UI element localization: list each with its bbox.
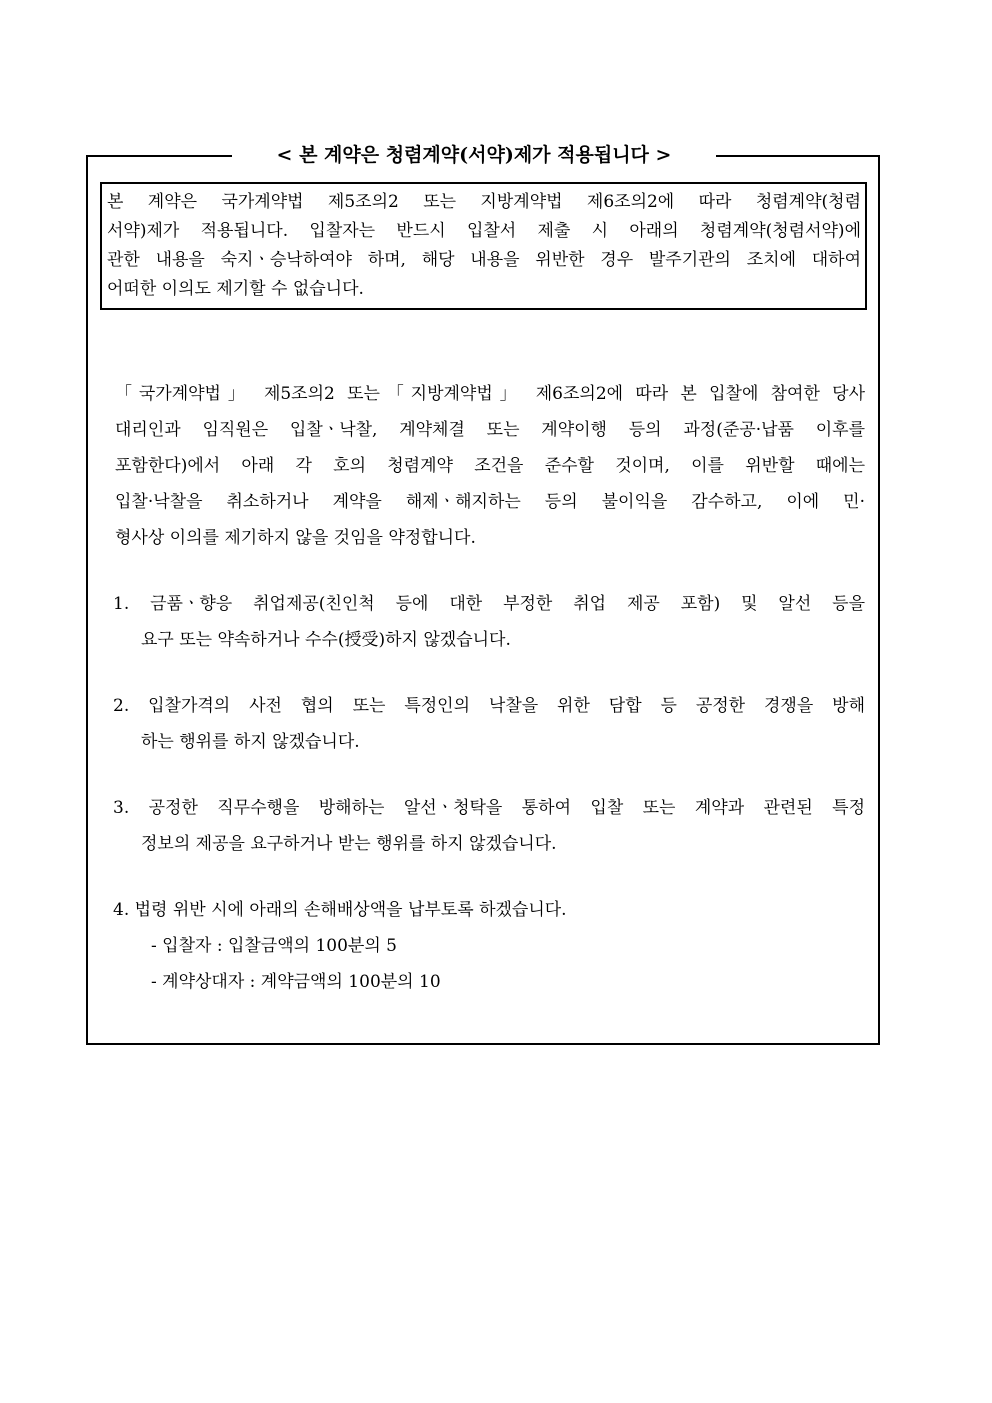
pledge-item-4 [113,892,865,1000]
notice-line: 관한 내용을 숙지ㆍ승낙하여야 하며, 해당 내용을 위반한 경우 발주기관의 조치에 대하여 [107,250,861,270]
damages-contractor: - 계약상대자 : 계약금액의 100분의 10 [151,972,441,992]
item-line: 3. 공정한 직무수행을 방해하는 알선ㆍ청탁을 통하여 입찰 또는 계약과 관련된 특정 [113,798,865,818]
item-line: 1. 금품ㆍ향응 취업제공(친인척 등에 대한 부정한 취업 제공 포함) 및 알선 등을 [113,594,865,614]
paragraph-line: 형사상 이의를 제기하지 않을 것임을 약정합니다. [115,528,476,548]
paragraph-line: 대리인과 임직원은 입찰ㆍ낙찰, 계약체결 또는 계약이행 등의 과정(준공·납품 이후를 [115,420,865,440]
item-line: 2. 입찰가격의 사전 협의 또는 특정인의 낙찰을 위한 담합 등 공정한 경쟁을 방해 [113,696,865,716]
notice-line: 서약)제가 적용됩니다. 입찰자는 반드시 입찰서 제출 시 아래의 청렴계약(청렴서약)에 [107,221,861,241]
pledge-item-3 [113,790,865,862]
notice-line: 어떠한 이의도 제기할 수 없습니다. [107,279,364,299]
pledge-item-2 [113,688,865,760]
page-title: < 본 계약은 청렴계약(서약)제가 적용됩니다 > [232,140,716,170]
item-line: 4. 법령 위반 시에 아래의 손해배상액을 납부토록 하겠습니다. [113,900,567,920]
paragraph-line: 「국가계약법」 제5조의2 또는「지방계약법」 제6조의2에 따라 본 입찰에 참여한 당사 [115,384,865,404]
paragraph-line: 포함한다)에서 아래 각 호의 청렴계약 조건을 준수할 것이며, 이를 위반할 때에는 [115,456,865,476]
notice-line: 본 계약은 국가계약법 제5조의2 또는 지방계약법 제6조의2에 따라 청렴계약(청렴 [107,192,861,212]
damages-bidder: - 입찰자 : 입찰금액의 100분의 5 [151,936,397,956]
pledge-paragraph [115,376,865,556]
item-line: 요구 또는 약속하거나 수수(授受)하지 않겠습니다. [141,630,511,650]
notice-box [100,182,867,310]
item-line: 하는 행위를 하지 않겠습니다. [141,732,360,752]
item-line: 정보의 제공을 요구하거나 받는 행위를 하지 않겠습니다. [141,834,557,854]
paragraph-line: 입찰·낙찰을 취소하거나 계약을 해제ㆍ해지하는 등의 불이익을 감수하고, 이에 민· [115,492,865,512]
pledge-item-1 [113,586,865,658]
